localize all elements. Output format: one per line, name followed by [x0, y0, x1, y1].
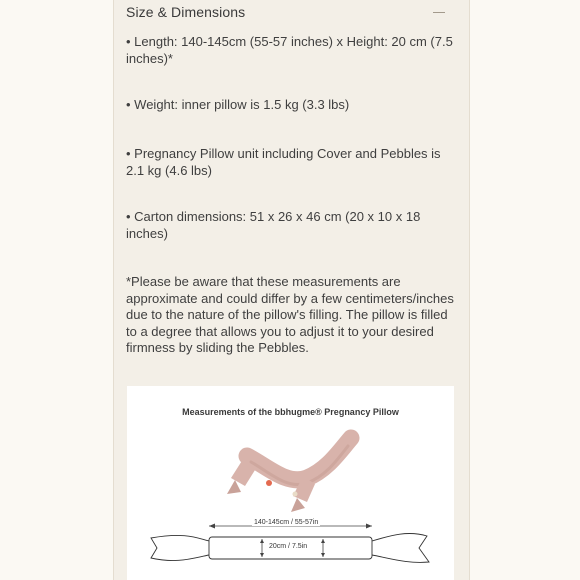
pillow-illustration — [127, 386, 454, 580]
weight-detail: • Weight: inner pillow is 1.5 kg (3.3 lbs) — [126, 97, 350, 112]
length-detail: • Length: 140-145cm (55-57 inches) x Height: 20 cm (7.5 inches)* — [126, 34, 453, 66]
length-arrow-left — [209, 524, 215, 529]
length-label: 140-145cm / 55-57in — [254, 519, 319, 526]
product-details-panel — [113, 0, 470, 580]
section-title: Size & Dimensions — [126, 4, 246, 20]
accent-dot — [266, 480, 272, 486]
section-header[interactable] — [126, 2, 445, 22]
outline-tie-left — [151, 535, 209, 560]
figure-title: Measurements of the bbhugme® Pregnancy Pillow — [182, 407, 399, 417]
pebble — [293, 492, 298, 497]
length-arrow-right — [366, 524, 372, 529]
measurement-note: *Please be aware that these measurements are approximate and could differ by a few centimeters/inches due to the nature of the pillow's filling. The pillow is filled to a degree that allows you to adjust it to your desired firmness by sliding the Pebbles. — [126, 274, 454, 355]
minus-icon[interactable] — [433, 12, 445, 13]
unit-weight-detail: • Pregnancy Pillow unit including Cover and Pebbles is 2.1 kg (4.6 lbs) — [126, 146, 441, 178]
carton-detail: • Carton dimensions: 51 x 26 x 46 cm (20 x 10 x 18 inches) — [126, 209, 421, 241]
outline-tie-right — [372, 533, 429, 562]
height-label: 20cm / 7.5in — [269, 543, 308, 550]
measurement-figure — [127, 386, 454, 580]
pillow-body — [247, 438, 351, 480]
